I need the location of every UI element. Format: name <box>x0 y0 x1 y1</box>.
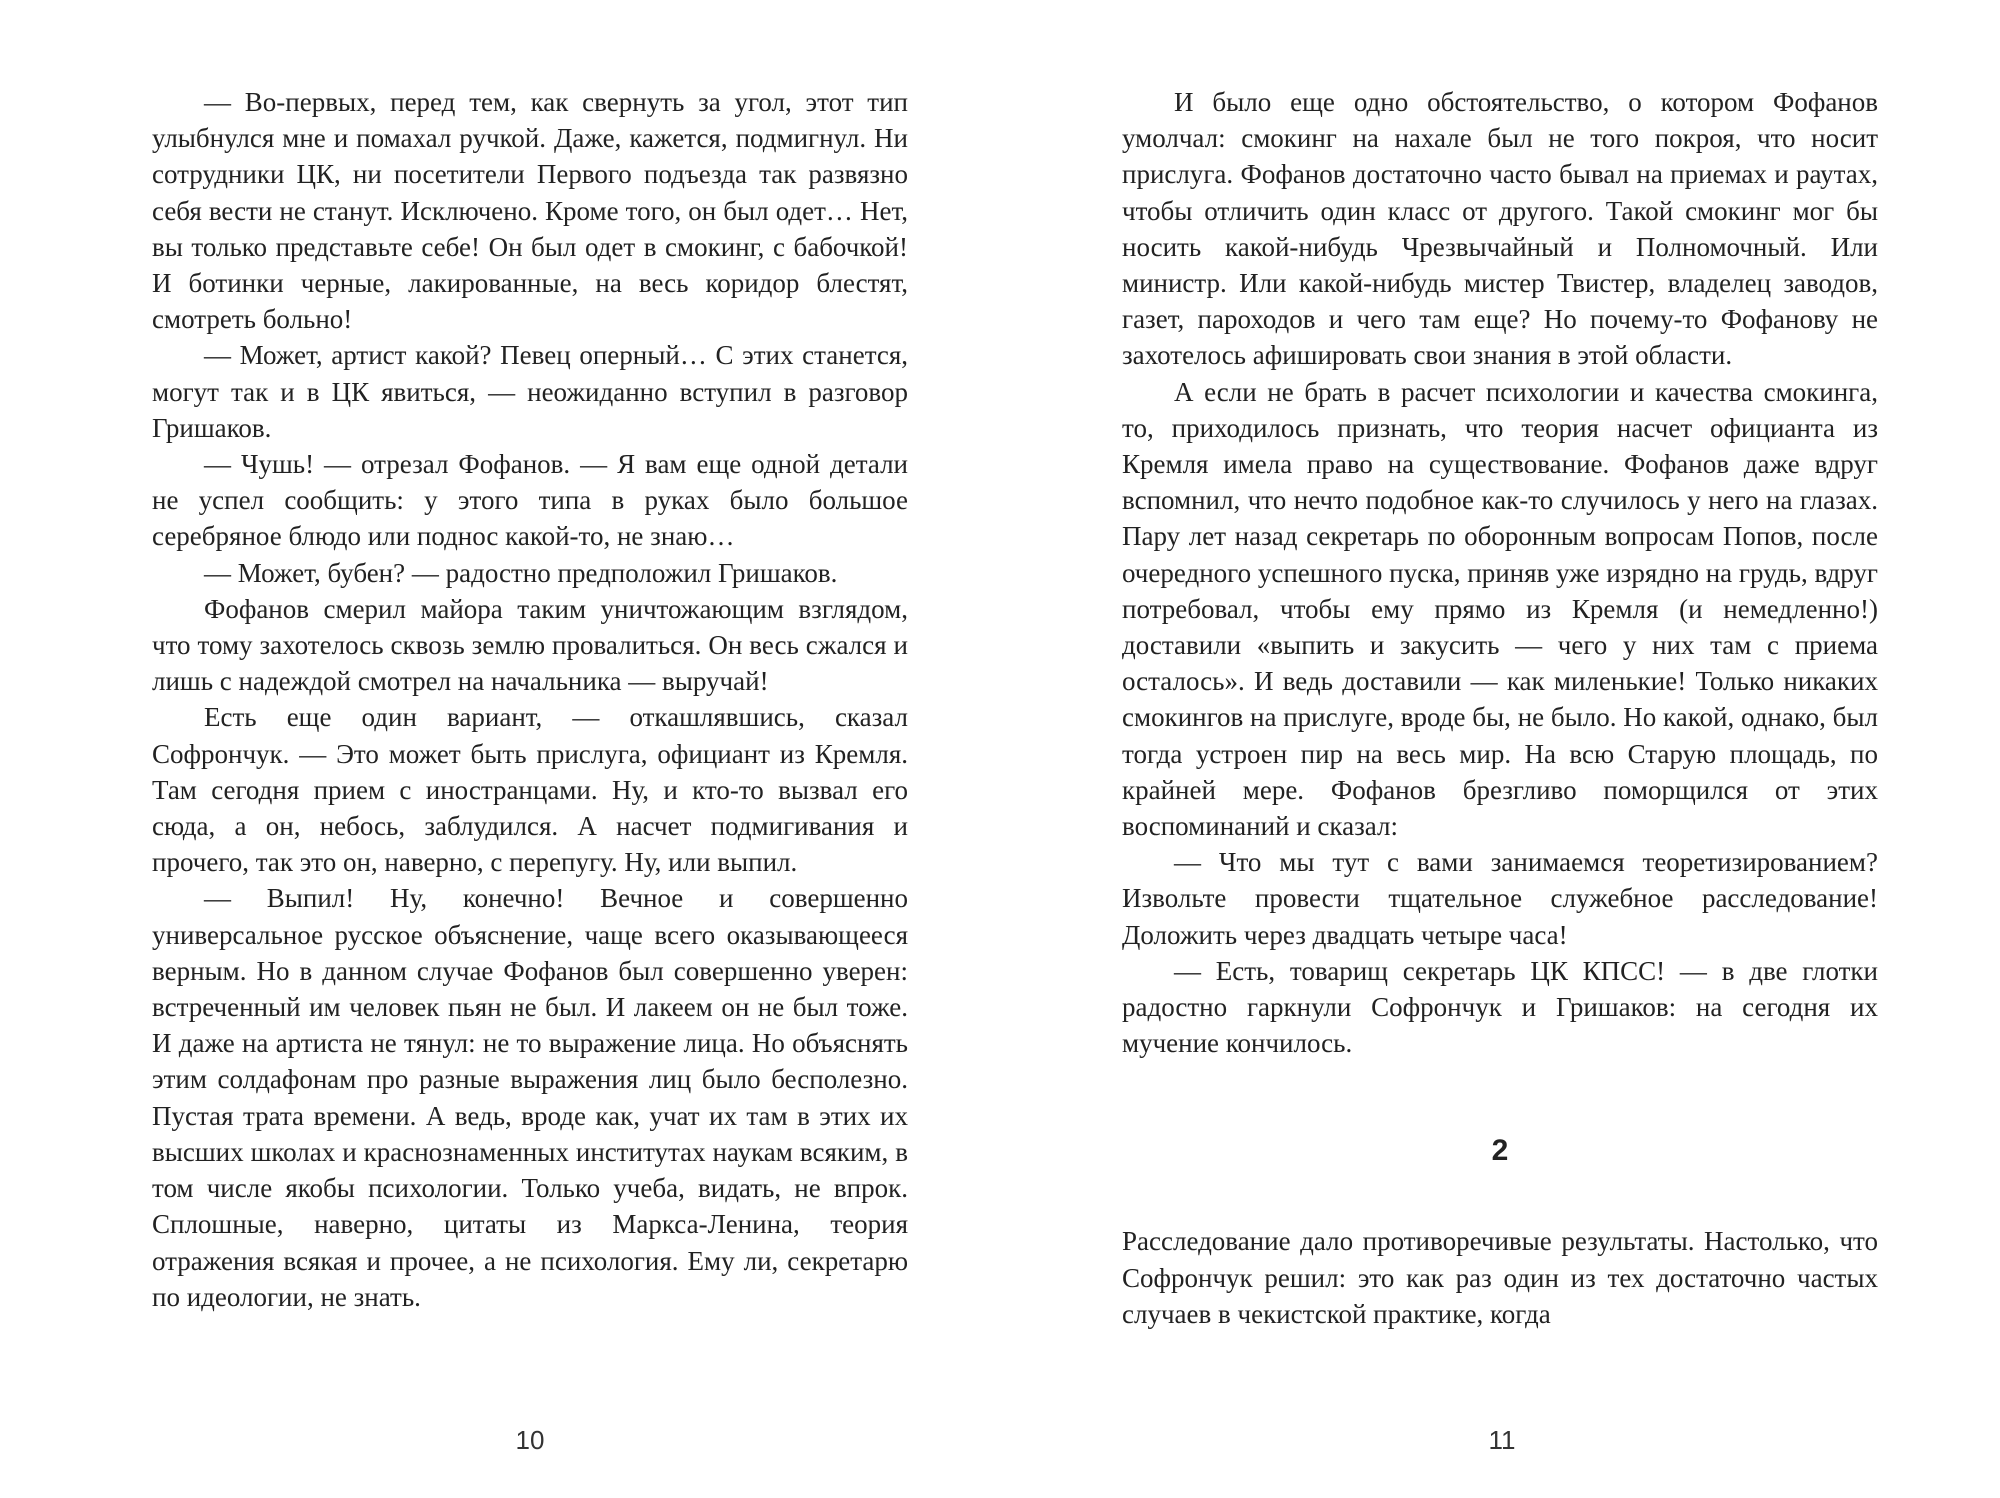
paragraph: А если не брать в расчет психологии и качества смокинга, то, приходилось признать, что теория насчет официанта из Кремля имела право на существование. Фофанов даже вдруг вспомнил, что нечто подобное как-то случилось у него на глазах. Пару лет назад секретарь по оборонным вопросам Попов, после очередного успешного пуска, приняв уже изрядно на грудь, вдруг потребовал, чтобы ему прямо из Кремля (и немедленно!) доставили «выпить и закусить — чего у них там с приема осталось». И ведь доставили — как миленькие! Только никаких смокингов на прислуге, вроде бы, не было. Но какой, однако, был тогда устроен пир на весь мир. На всю Старую площадь, по крайней мере. Фофанов брезгливо поморщился от этих воспоминаний и сказал: <box>1122 376 1878 842</box>
paragraph: — Может, артист какой? Певец оперный… С этих станется, могут так и в ЦК явиться, — неожиданно вступил в разговор Гришаков. <box>152 340 908 443</box>
paragraph: — Есть, товарищ секретарь ЦК КПСС! — в две глотки радостно гаркнули Софрончук и Гришаков: на сегодня их мучение кончилось. <box>1122 955 1878 1059</box>
paragraph: — Что мы тут с вами занимаемся теоретизированием? Извольте провести тщательное служебное расследование! Доложить через двадцать четыре часа! <box>1122 847 1878 950</box>
chapter-opening-text <box>1122 1223 1878 1332</box>
left-page <box>152 84 908 1315</box>
paragraph: Фофанов смерил майора таким уничтожающим взглядом, что тому захотелось сквозь землю провалиться. Он весь сжался и лишь с надеждой смотрел на начальника — выручай! <box>152 593 908 697</box>
paragraph: — Может, бубен? — радостно предположил Гришаков. <box>204 557 838 588</box>
paragraph: Есть еще один вариант, — откашлявшись, сказал Софрончук. — Это может быть прислуга, официант из Кремля. Там сегодня прием с иностранцами. Ну, и кто-то вызвал его сюда, а он, небось, заблудился. А насчет подмигивания и прочего, так это он, наверно, с перепугу. Ну, или выпил. <box>152 702 908 878</box>
chapter-number: 2 <box>1491 1134 1509 1168</box>
paragraph: Расследование дало противоречивые результаты. Настолько, что Софрончук решил: это как раз один из тех достаточно частых случаев в чекистской практике, когда <box>1122 1226 1878 1329</box>
left-page-text <box>152 84 908 1315</box>
page-number-left: 10 <box>515 1425 545 1455</box>
right-page-text <box>1122 84 1878 1061</box>
paragraph: — Чушь! — отрезал Фофанов. — Я вам еще одной детали не успел сообщить: у этого типа в руках было большое серебряное блюдо или поднос какой-то, не знаю… <box>152 449 908 552</box>
page-number-right: 11 <box>1488 1425 1516 1455</box>
right-page <box>1122 84 1878 1332</box>
paragraph: — Выпил! Ну, конечно! Вечное и совершенно универсальное русское объяснение, чаще всего оказывающееся верным. Но в данном случае Фофанов был совершенно уверен: встреченный им человек пьян не был. И лакеем он не был тоже. И даже на артиста не тянул: не то выражение лица. Но объяснять этим солдафонам про разные выражения лиц было бесполезно. Пустая трата времени. А ведь, вроде как, учат их там в этих их высших школах и краснознаменных институтах наукам всяким, в том числе якобы психологии. Только учеба, видать, не впрок. Сплошные, наверно, цитаты из Маркса-Ленина, теория отражения всякая и прочее, а не психология. Ему ли, секретарю по идеологии, не знать. <box>152 883 908 1312</box>
paragraph: И было еще одно обстоятельство, о котором Фофанов умолчал: смокинг на нахале был не того покроя, что носит прислуга. Фофанов достаточно часто бывал на приемах и раутах, чтобы отличить один класс от другого. Такой смокинг мог бы носить какой-нибудь Чрезвычайный и Полномочный. Или министр. Или какой-нибудь мистер Твистер, владелец заводов, газет, пароходов и чего там еще? Но почему-то Фофанову не захотелось афишировать свои знания в этой области. <box>1122 87 1878 371</box>
paragraph: — Во-первых, перед тем, как свернуть за угол, этот тип улыбнулся мне и помахал ручкой. Даже, кажется, подмигнул. Ни сотрудники ЦК, ни посетители Первого подъезда так развязно себя вести не станут. Исключено. Кроме того, он был одет… Нет, вы только представьте себе! Он был одет в смокинг, с бабочкой! И ботинки черные, лакированные, на весь коридор блестят, смотреть больно! <box>152 87 908 335</box>
